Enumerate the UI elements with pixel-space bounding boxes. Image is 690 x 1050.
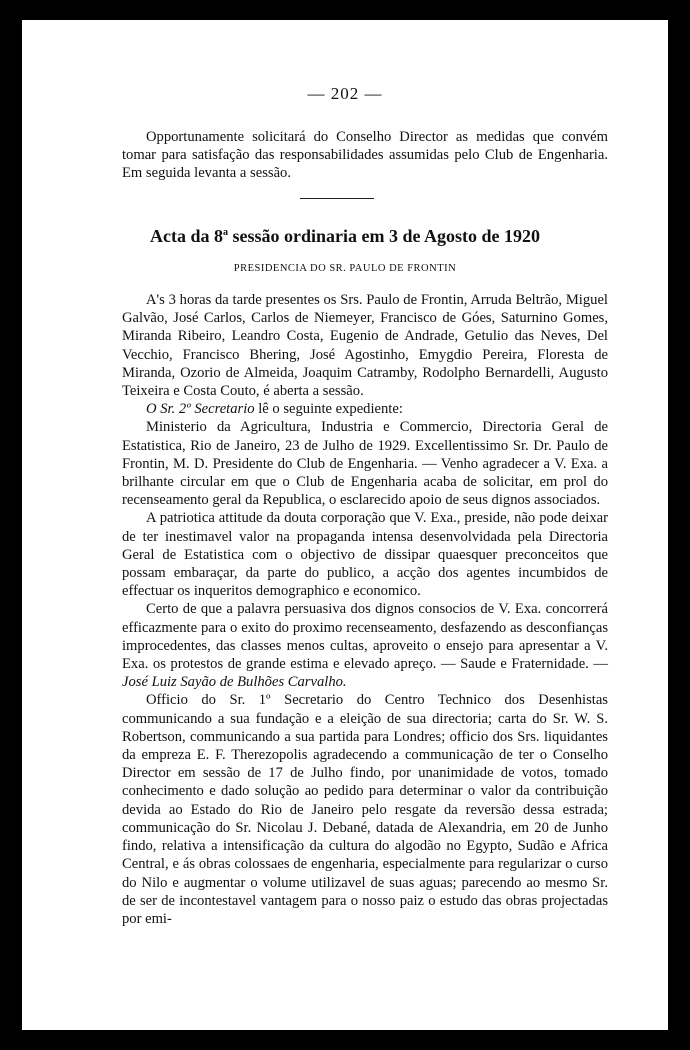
paragraph-attendance: A's 3 horas da tarde presentes os Srs. Paulo de Frontin, Arruda Beltrão, Miguel Galvão, José Carlos, Carlos de Niemeyer, Francisco de Góes, Saturnino Gomes, Miranda Ribeiro, Leandro Costa, Eugenio de Andrade, Getulio das Neves, Del Vecchio, Francisco Bhering, José Agostinho, Emygdio Pereira, Floresta de Miranda, Ozorio de Almeida, Joaquim Catramby, Rodolpho Bernardelli, Augusto Teixeira e Costa Couto, é aberta a sessão. <box>122 292 608 400</box>
section-heading <box>22 226 668 247</box>
document-page <box>22 20 668 1030</box>
secretary-title: O Sr. 2º Secretario <box>146 401 255 418</box>
secretary-text: lê o seguinte expediente: <box>254 401 403 418</box>
section-divider <box>300 198 374 199</box>
minutes-body <box>122 291 608 928</box>
page-number: — 202 — <box>307 84 383 103</box>
closing-paragraph: Opportunamente solicitará do Conselho Director as medidas que convém tomar para satisfação das responsabilidades assumidas pelo Club de Engenharia. Em seguida levanta a sessão. <box>122 129 608 182</box>
heading-ordinal-sup: a <box>223 227 228 238</box>
heading-pre: Acta da 8 <box>150 226 223 246</box>
paragraph-secretary <box>122 400 608 418</box>
presidency-line: PRESIDENCIA DO SR. PAULO DE FRONTIN <box>233 263 457 274</box>
signature: José Luiz Sayão de Bulhões Carvalho. <box>122 674 347 691</box>
paragraph-officio: Officio do Sr. 1º Secretario do Centro Technico dos Desenhistas communicando a sua fundação e a eleição de sua directoria; carta do Sr. W. S. Robertson, communicando a sua partida para Londres; officio dos Srs. liquidantes da empreza E. F. Therezopolis agradecendo a communicação de ter o Conselho Director em sessão de 17 de Julho findo, por unanimidade de votos, tomado conhecimento e dado solução ao pedido para determinar o valor da contribuição devida ao Estado do Rio de Janeiro pelo resgate da reversão dessa estrada; communicação do Sr. Nicolau J. Debané, datada de Alexandria, em 20 de Junho findo, relativa a intensificação da cultura do algodão no Egypto, Sudão e Africa Central, e ás obras colossaes de engenharia, especialmente para regularizar o curso do Nilo e augmentar o volume utilizavel de suas aguas; parecendo ao mesmo Sr. de ser de incontestavel vantagem para o nosso paiz o estudo das obras projectadas por emi- <box>122 692 608 927</box>
closing-letter-text: Certo de que a palavra persuasiva dos dignos consocios de V. Exa. concorrerá efficazmente para o exito do proximo recenseamento, desfazendo as desconfianças improcedentes, das classes menos cultas, aproveito o ensejo para apresentar a V. Exa. os protestos de grande estima e elevado apreço. — Saude e Fraternidade. — <box>122 601 608 673</box>
paragraph-letter: Ministerio da Agricultura, Industria e Commercio, Directoria Geral de Estatistica, Rio de Janeiro, 23 de Julho de 1929. Excellentissimo Sr. Dr. Paulo de Frontin, M. D. Presidente do Club de Engenharia. — Venho agradecer a V. Exa. a brilhante circular em que o Club de Engenharia acaba de solicitar, em prol do recenseamento geral da Republica, o esclarecido apoio de seus dignos associados. <box>122 419 608 509</box>
heading-post: sessão ordinaria em 3 de Agosto de 1920 <box>228 226 540 246</box>
paragraph-attitude: A patriotica attitude da douta corporação que V. Exa., preside, não pode deixar de ter inestimavel valor na propaganda intensa desenvolvidada pela Directoria Geral de Estatistica com o objectivo de dissipar quaesquer preconceitos que possam embaraçar, da parte do publico, a acção dos agentes incumbidos de effectuar os inqueritos demographico e economico. <box>122 510 608 600</box>
paragraph-closing-letter <box>122 600 608 691</box>
